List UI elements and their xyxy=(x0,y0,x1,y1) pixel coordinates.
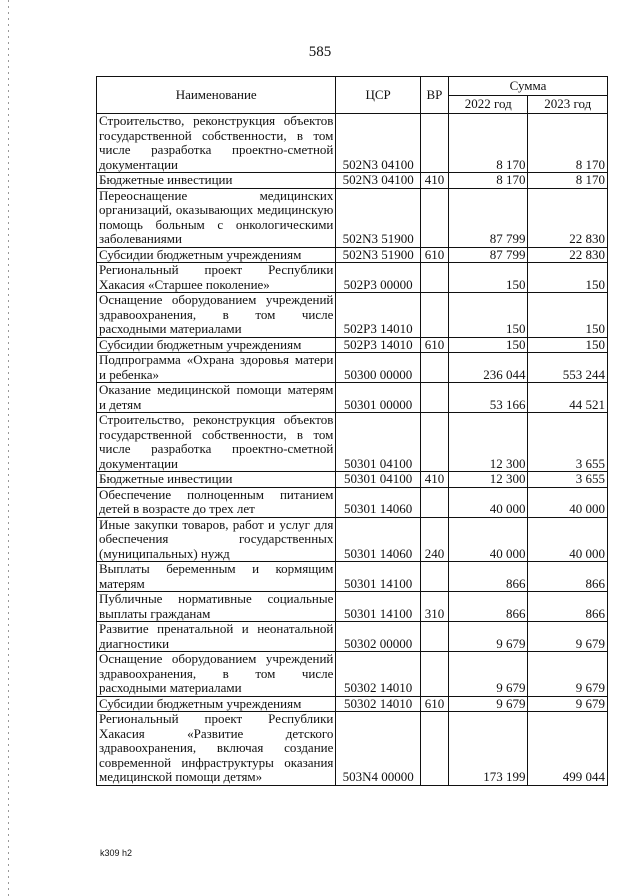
row-name: Оснащение оборудованием учреждений здравоохранения, в том числе расходными материалами xyxy=(97,293,336,338)
table-row xyxy=(97,383,608,413)
row-csr: 502N3 04100 xyxy=(336,173,420,189)
table-row xyxy=(97,413,608,472)
row-amount-2022: 9 679 xyxy=(449,696,528,712)
row-amount-2023: 8 170 xyxy=(528,173,608,189)
row-vr xyxy=(420,712,448,786)
table-row xyxy=(97,592,608,622)
table-row xyxy=(97,487,608,517)
row-name: Переоснащение медицинских организаций, оказывающих медицинскую помощь больным с онкологическими заболеваниями xyxy=(97,188,336,247)
table-row xyxy=(97,472,608,488)
row-amount-2023: 44 521 xyxy=(528,383,608,413)
row-vr xyxy=(420,562,448,592)
row-csr: 50301 00000 xyxy=(336,383,420,413)
row-name: Оказание медицинской помощи матерям и детям xyxy=(97,383,336,413)
row-name: Региональный проект Республики Хакасия «Развитие детского здравоохранения, включая создание современной инфраструктуры оказания медицинской помощи детям» xyxy=(97,712,336,786)
row-amount-2023: 22 830 xyxy=(528,247,608,263)
row-amount-2022: 9 679 xyxy=(449,622,528,652)
table-row xyxy=(97,247,608,263)
row-vr: 610 xyxy=(420,247,448,263)
row-csr: 50301 14100 xyxy=(336,562,420,592)
row-vr xyxy=(420,487,448,517)
table-row xyxy=(97,188,608,247)
row-name: Строительство, реконструкция объектов государственной собственности, в том числе разработка проектно-сметной документации xyxy=(97,114,336,173)
row-vr xyxy=(420,263,448,293)
row-vr: 310 xyxy=(420,592,448,622)
header-csr: ЦСР xyxy=(336,77,420,114)
row-amount-2022: 150 xyxy=(449,337,528,353)
header-vr: ВР xyxy=(420,77,448,114)
row-csr: 50300 00000 xyxy=(336,353,420,383)
binding-margin-line xyxy=(8,0,9,896)
row-amount-2022: 12 300 xyxy=(449,413,528,472)
row-vr xyxy=(420,622,448,652)
row-csr: 502N3 51900 xyxy=(336,247,420,263)
row-csr: 502N3 51900 xyxy=(336,188,420,247)
table-row xyxy=(97,173,608,189)
row-amount-2023: 499 044 xyxy=(528,712,608,786)
row-name: Иные закупки товаров, работ и услуг для обеспечения государственных (муниципальных) нужд xyxy=(97,517,336,562)
row-name: Публичные нормативные социальные выплаты гражданам xyxy=(97,592,336,622)
row-csr: 50301 04100 xyxy=(336,413,420,472)
row-name: Бюджетные инвестиции xyxy=(97,472,336,488)
row-amount-2022: 150 xyxy=(449,293,528,338)
table-row xyxy=(97,293,608,338)
budget-table xyxy=(96,76,608,786)
header-sum: Сумма xyxy=(449,77,608,96)
row-vr xyxy=(420,114,448,173)
row-amount-2023: 9 679 xyxy=(528,652,608,697)
footer-code: k309 h2 xyxy=(100,848,133,858)
table-row xyxy=(97,263,608,293)
table-row xyxy=(97,114,608,173)
row-name: Обеспечение полноценным питанием детей в возрасте до трех лет xyxy=(97,487,336,517)
table-row xyxy=(97,652,608,697)
row-amount-2023: 150 xyxy=(528,263,608,293)
row-amount-2022: 87 799 xyxy=(449,247,528,263)
row-amount-2022: 866 xyxy=(449,592,528,622)
row-name: Субсидии бюджетным учреждениям xyxy=(97,247,336,263)
row-vr: 610 xyxy=(420,337,448,353)
row-amount-2023: 150 xyxy=(528,293,608,338)
row-vr xyxy=(420,652,448,697)
row-amount-2022: 236 044 xyxy=(449,353,528,383)
row-amount-2023: 9 679 xyxy=(528,696,608,712)
row-amount-2023: 3 655 xyxy=(528,472,608,488)
table-row xyxy=(97,622,608,652)
row-vr xyxy=(420,383,448,413)
row-amount-2022: 8 170 xyxy=(449,114,528,173)
row-amount-2022: 12 300 xyxy=(449,472,528,488)
header-year-2022: 2022 год xyxy=(449,95,528,114)
row-vr: 240 xyxy=(420,517,448,562)
row-amount-2023: 40 000 xyxy=(528,487,608,517)
table-row xyxy=(97,562,608,592)
row-vr xyxy=(420,293,448,338)
page-number: 585 xyxy=(308,44,332,60)
row-csr: 502P3 14010 xyxy=(336,293,420,338)
row-name: Подпрограмма «Охрана здоровья матери и ребенка» xyxy=(97,353,336,383)
row-csr: 502P3 14010 xyxy=(336,337,420,353)
row-amount-2023: 553 244 xyxy=(528,353,608,383)
row-name: Оснащение оборудованием учреждений здравоохранения, в том числе расходными материалами xyxy=(97,652,336,697)
row-csr: 50301 04100 xyxy=(336,472,420,488)
table-row xyxy=(97,696,608,712)
row-csr: 50302 00000 xyxy=(336,622,420,652)
table-row xyxy=(97,517,608,562)
row-amount-2023: 866 xyxy=(528,562,608,592)
header-name: Наименование xyxy=(97,77,336,114)
row-vr xyxy=(420,353,448,383)
row-amount-2023: 150 xyxy=(528,337,608,353)
row-amount-2023: 9 679 xyxy=(528,622,608,652)
row-amount-2022: 8 170 xyxy=(449,173,528,189)
row-amount-2022: 9 679 xyxy=(449,652,528,697)
row-amount-2023: 3 655 xyxy=(528,413,608,472)
row-name: Выплаты беременным и кормящим матерям xyxy=(97,562,336,592)
row-amount-2022: 40 000 xyxy=(449,517,528,562)
row-csr: 50302 14010 xyxy=(336,652,420,697)
table-row xyxy=(97,353,608,383)
row-name: Региональный проект Республики Хакасия «Старшее поколение» xyxy=(97,263,336,293)
row-csr: 50301 14100 xyxy=(336,592,420,622)
row-amount-2023: 40 000 xyxy=(528,517,608,562)
row-csr: 50302 14010 xyxy=(336,696,420,712)
row-name: Субсидии бюджетным учреждениям xyxy=(97,696,336,712)
row-amount-2022: 173 199 xyxy=(449,712,528,786)
row-amount-2022: 53 166 xyxy=(449,383,528,413)
row-name: Развитие пренатальной и неонатальной диагностики xyxy=(97,622,336,652)
row-csr: 50301 14060 xyxy=(336,517,420,562)
row-csr: 502P3 00000 xyxy=(336,263,420,293)
row-vr: 610 xyxy=(420,696,448,712)
row-amount-2023: 866 xyxy=(528,592,608,622)
row-csr: 503N4 00000 xyxy=(336,712,420,786)
row-csr: 50301 14060 xyxy=(336,487,420,517)
row-name: Бюджетные инвестиции xyxy=(97,173,336,189)
table-body xyxy=(97,114,608,786)
row-amount-2022: 150 xyxy=(449,263,528,293)
table-row xyxy=(97,712,608,786)
row-amount-2022: 87 799 xyxy=(449,188,528,247)
table-row xyxy=(97,337,608,353)
row-amount-2023: 22 830 xyxy=(528,188,608,247)
row-name: Строительство, реконструкция объектов государственной собственности, в том числе разработка проектно-сметной документации xyxy=(97,413,336,472)
row-vr: 410 xyxy=(420,472,448,488)
row-vr xyxy=(420,188,448,247)
row-csr: 502N3 04100 xyxy=(336,114,420,173)
row-amount-2022: 866 xyxy=(449,562,528,592)
row-amount-2023: 8 170 xyxy=(528,114,608,173)
row-amount-2022: 40 000 xyxy=(449,487,528,517)
row-name: Субсидии бюджетным учреждениям xyxy=(97,337,336,353)
header-year-2023: 2023 год xyxy=(528,95,608,114)
row-vr xyxy=(420,413,448,472)
row-vr: 410 xyxy=(420,173,448,189)
